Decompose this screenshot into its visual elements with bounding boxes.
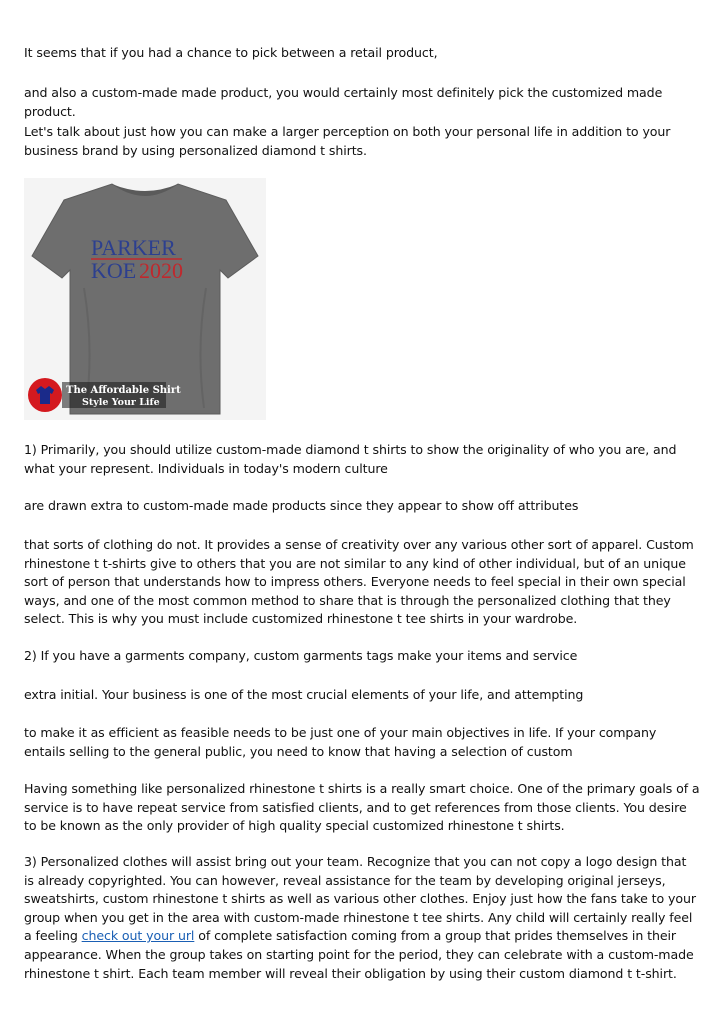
tshirt-product-image: [24, 178, 266, 420]
paragraph-attributes: are drawn extra to custom-made made products since they appear to show off attributes: [24, 498, 579, 513]
brand-tagline: Style Your Life: [82, 397, 160, 408]
paragraph-smart-choice: Having something like personalized rhinestone t shirts is a really smart choice. One of the primary goals of a service is to have repeat service from satisfied clients, and to get references from those clients. You desire to be known as the only provider of high quality special customized rhinestone t shirts.: [24, 781, 700, 834]
paragraph-intro: It seems that if you had a chance to pick between a retail product,: [24, 45, 438, 60]
shirt-text-line1: PARKER: [91, 235, 176, 260]
paragraph-point-3-text-before: 3) Personalized clothes will assist bring out your team. Recognize that you can not copy a logo design that is already copyrighted. You can however, reveal assistance for the team by developing original jerseys, sweatshirts, custom rhinestone t shirts as well as various other clothes. Enjoy just how the fans take to your group when you get in the area with custom-made rhinestone t tee shirts. Any child will certainly really feel a feeling: [24, 854, 696, 944]
shirt-text-line2a: KOE: [91, 258, 137, 283]
tshirt-illustration: [24, 178, 266, 420]
paragraph-point-2: 2) If you have a garments company, custom garments tags make your items and service: [24, 648, 578, 663]
shirt-text-line2b: 2020: [139, 258, 183, 283]
paragraph-point-3: [24, 853, 700, 983]
paragraph-creativity: that sorts of clothing do not. It provides a sense of creativity over any various other sort of apparel. Custom rhinestone t t-shirts give to others that you are not similar to any kind of other individual, but of an unique sort of person that understands how to impress others. Everyone needs to feel special in their own special ways, and one of the most common method to share that is through the personalized clothing that they select. This is why you must include customized rhinestone t tee shirts in your wardrobe.: [24, 537, 694, 627]
paragraph-point-3-text-after: of complete satisfaction coming from a group that prides themselves in their appearance. When the group takes on starting point for the period, they can celebrate with a custom-made rhinestone t shirt. Each team member will reveal their obligation by using their custom diamond t t-shirt.: [24, 928, 694, 981]
paragraph-business: extra initial. Your business is one of the most crucial elements of your life, and attempting: [24, 687, 584, 702]
paragraph-perception: Let's talk about just how you can make a larger perception on both your personal life in addition to your business brand by using personalized diamond t shirts.: [24, 124, 671, 158]
check-out-url-link[interactable]: check out your url: [81, 928, 195, 944]
paragraph-efficiency: to make it as efficient as feasible needs to be just one of your main objectives in life. If your company entails selling to the general public, you need to know that having a selection of custom: [24, 725, 657, 759]
paragraph-point-1: 1) Primarily, you should utilize custom-made diamond t shirts to show the originality of who you are, and what your represent. Individuals in today's modern culture: [24, 442, 677, 476]
shirt-shape: [32, 184, 258, 414]
paragraph-choice: and also a custom-made made product, you would certainly most definitely pick the customized made product.: [24, 85, 663, 119]
brand-name: The Affordable Shirt: [66, 385, 181, 396]
